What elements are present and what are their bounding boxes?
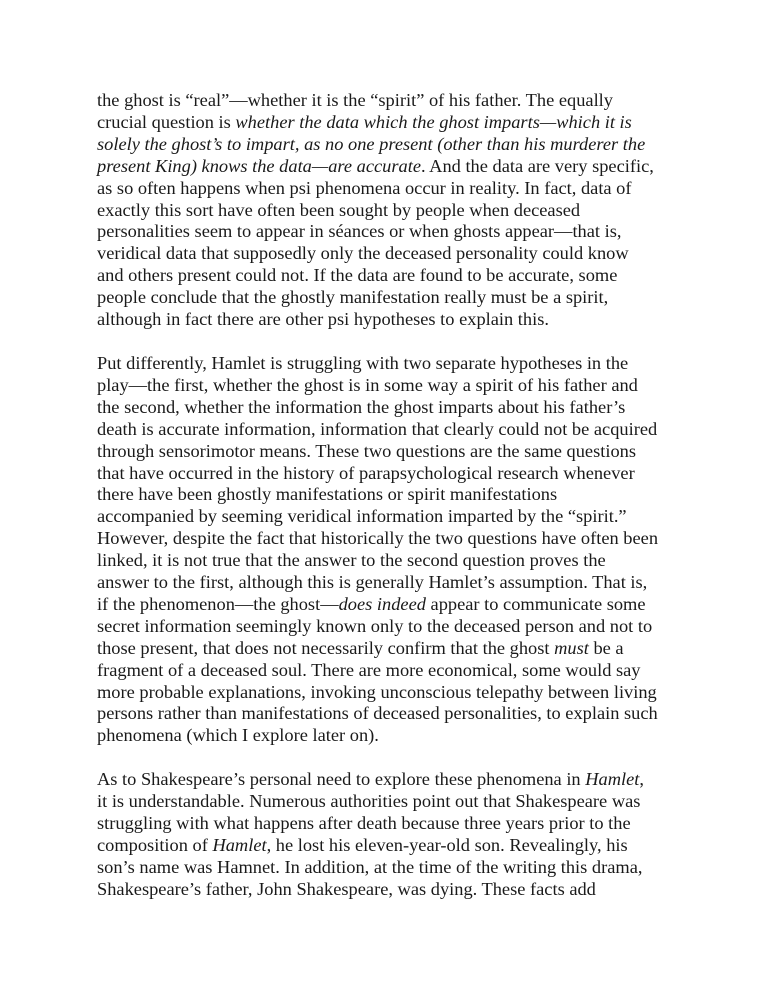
text-line	[97, 265, 687, 287]
text-line	[97, 309, 687, 331]
text-run: phenomena (which I explore later on).	[97, 725, 379, 746]
text-run: as so often happens when psi phenomena occur in reality. In fact, data of	[97, 177, 632, 198]
text-run: son’s name was Hamnet. In addition, at the time of the writing this drama,	[97, 856, 643, 877]
text-run: Shakespeare’s father, John Shakespeare, was dying. These facts add	[97, 878, 596, 899]
text-run: the ghost is “real”—whether it is the “spirit” of his father. The equally	[97, 90, 613, 110]
text-line	[97, 725, 687, 747]
text-run: As to Shakespeare’s personal need to explore these phenomena in	[97, 769, 586, 790]
text-run: play—the first, whether the ghost is in some way a spirit of his father and	[97, 374, 638, 395]
italic-text: whether the data which the ghost imparts—which it is	[235, 111, 632, 132]
text-run: through sensorimotor means. These two questions are the same questions	[97, 440, 637, 461]
text-line	[97, 134, 687, 156]
text-line	[97, 506, 687, 528]
italic-text: Hamlet	[585, 769, 640, 790]
text-line	[97, 178, 687, 200]
text-run: more probable explanations, invoking unconscious telepathy between living	[97, 681, 657, 702]
text-run: linked, it is not true that the answer to the second question proves the	[97, 550, 606, 571]
text-run: the second, whether the information the ghost imparts about his father’s	[97, 396, 626, 417]
text-line	[97, 813, 687, 835]
paragraph	[97, 769, 687, 900]
text-line	[97, 484, 687, 506]
text-line	[97, 441, 687, 463]
text-run: that have occurred in the history of parapsychological research whenever	[97, 462, 635, 483]
text-line	[97, 879, 687, 901]
text-line	[97, 112, 687, 134]
text-run: those present, that does not necessarily confirm that the ghost	[97, 637, 555, 658]
text-run: ,	[639, 769, 644, 790]
text-line	[97, 463, 687, 485]
text-run: it is understandable. Numerous authorities point out that Shakespeare was	[97, 791, 641, 812]
text-run: . And the data are very specific,	[421, 155, 654, 176]
text-line	[97, 572, 687, 594]
text-line	[97, 857, 687, 879]
text-run: be a	[588, 637, 624, 658]
text-run: accompanied by seeming veridical information imparted by the “spirit.”	[97, 506, 627, 527]
text-run: secret information seemingly known only to the deceased person and not to	[97, 615, 653, 636]
italic-text: must	[554, 637, 589, 658]
text-run: people conclude that the ghostly manifestation really must be a spirit,	[97, 287, 609, 308]
text-line	[97, 90, 687, 112]
text-run: if the phenomenon—the ghost—	[97, 593, 339, 614]
text-run: fragment of a deceased soul. There are more economical, some would say	[97, 659, 641, 680]
text-line	[97, 660, 687, 682]
text-run: However, despite the fact that historically the two questions have often been	[97, 528, 659, 549]
document-page	[97, 90, 687, 923]
text-line	[97, 375, 687, 397]
text-line	[97, 594, 687, 616]
italic-text: does indeed	[338, 593, 426, 614]
paragraph	[97, 353, 687, 747]
text-line	[97, 528, 687, 550]
paragraph	[97, 90, 687, 331]
text-run: composition of	[97, 835, 213, 855]
italic-text: solely the ghost’s to impart, as no one present (other than his murderer the	[97, 133, 646, 154]
text-run: struggling with what happens after death because three years prior to the	[97, 813, 631, 834]
text-line	[97, 397, 687, 419]
text-line	[97, 200, 687, 222]
text-run: appear to communicate some	[425, 593, 646, 614]
text-run: Put differently, Hamlet is struggling with two separate hypotheses in the	[97, 352, 629, 373]
text-line	[97, 638, 687, 660]
italic-text: Hamlet	[212, 835, 267, 855]
text-line	[97, 682, 687, 704]
text-line	[97, 616, 687, 638]
text-run: death is accurate information, information that clearly could not be acquired	[97, 418, 658, 439]
text-run: and others present could not. If the data are found to be accurate, some	[97, 265, 618, 286]
text-run: persons rather than manifestations of deceased personalities, to explain such	[97, 703, 658, 724]
text-run: crucial question is	[97, 111, 236, 132]
text-run: exactly this sort have often been sought by people when deceased	[97, 199, 581, 220]
text-line	[97, 703, 687, 725]
text-line	[97, 287, 687, 309]
text-run: , he lost his eleven-year-old son. Revealingly, his	[266, 835, 628, 855]
body-text	[97, 90, 687, 901]
text-line	[97, 243, 687, 265]
text-line	[97, 419, 687, 441]
text-line	[97, 835, 687, 857]
text-line	[97, 769, 687, 791]
text-run: answer to the first, although this is generally Hamlet’s assumption. That is,	[97, 572, 648, 593]
text-line	[97, 221, 687, 243]
text-line	[97, 156, 687, 178]
text-run: personalities seem to appear in séances or when ghosts appear—that is,	[97, 221, 622, 242]
text-run: although in fact there are other psi hypotheses to explain this.	[97, 309, 549, 330]
italic-text: present King) knows the data—are accurate	[97, 155, 421, 176]
text-run: there have been ghostly manifestations or spirit manifestations	[97, 484, 558, 505]
text-run: veridical data that supposedly only the deceased personality could know	[97, 243, 629, 264]
text-line	[97, 353, 687, 375]
text-line	[97, 550, 687, 572]
text-line	[97, 791, 687, 813]
